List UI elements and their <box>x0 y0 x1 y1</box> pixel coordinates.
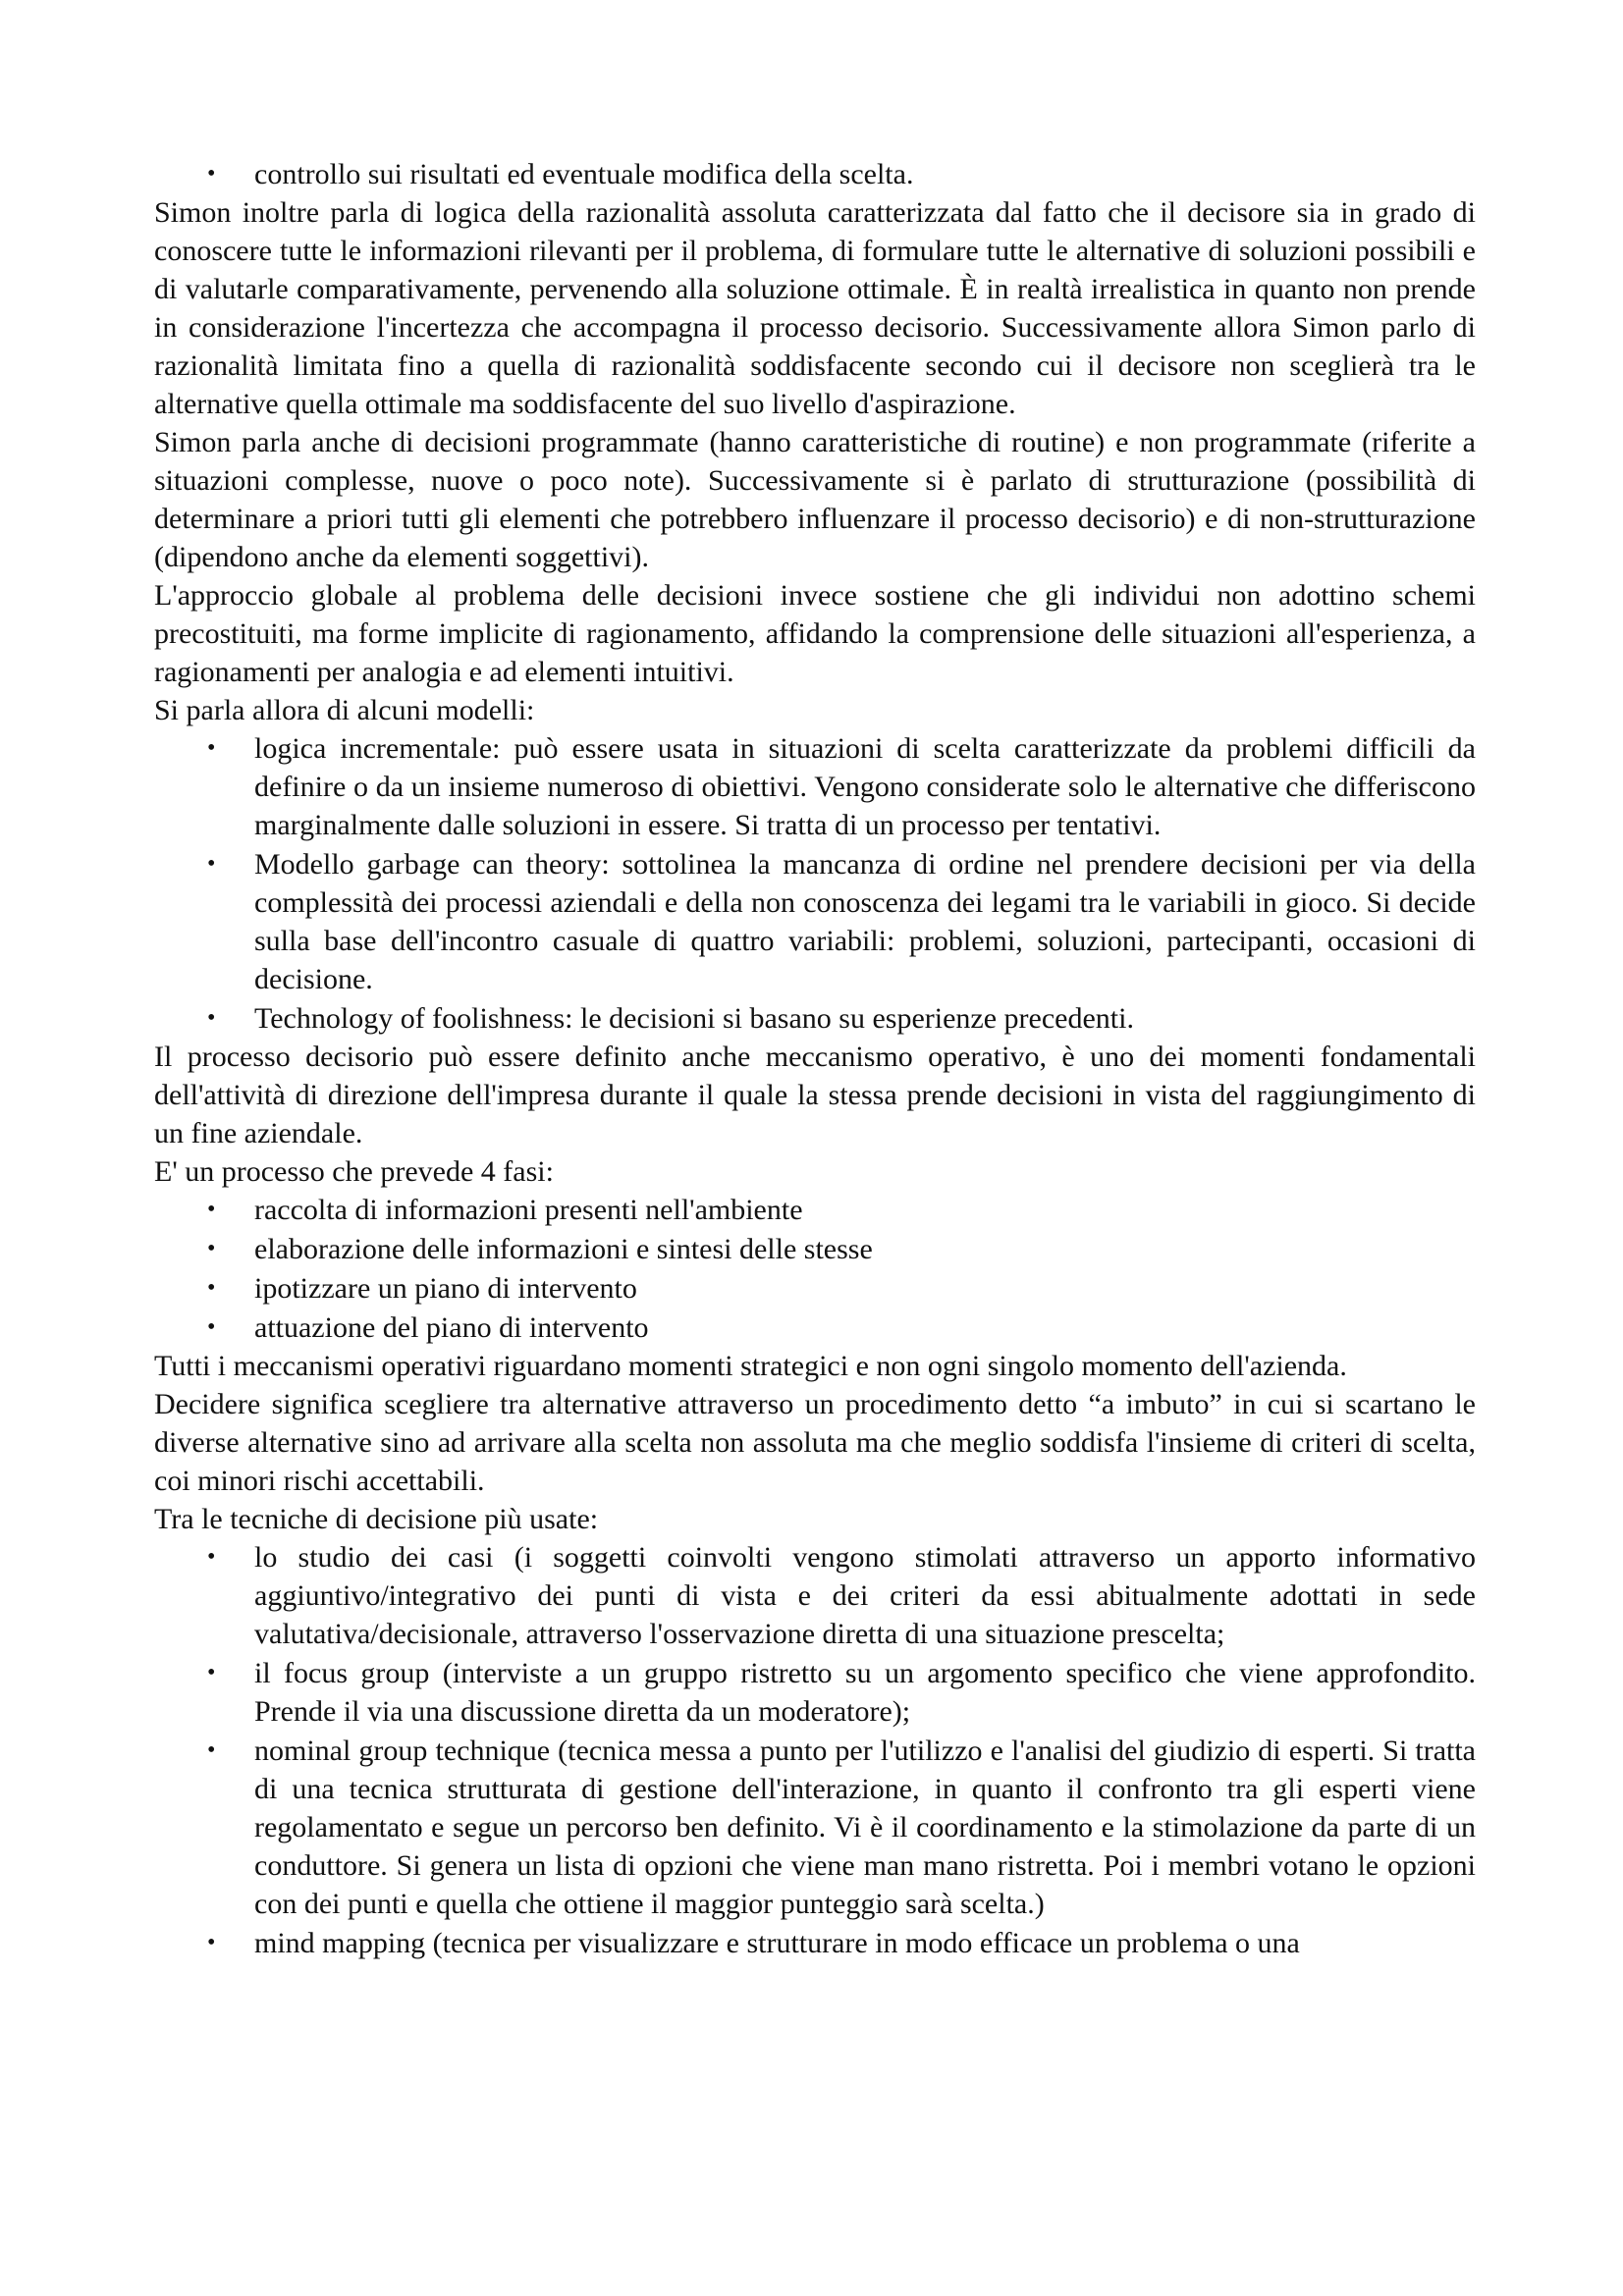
list-item: • ipotizzare un piano di intervento <box>254 1269 1476 1308</box>
bullet-list-1 <box>154 155 1476 193</box>
paragraph-approccio-globale: L'approccio globale al problema delle decisioni invece sostiene che gli individui non adottino schemi precostituiti, ma forme implicite di ragionamento, affidando la comprensione delle situazioni all'esperienza, a ragionamenti per analogia e ad elementi intuitivi. <box>154 579 1476 688</box>
paragraph-razionalita-assoluta: Simon inoltre parla di logica della razionalità assoluta caratterizzata dal fatto che il decisore sia in grado di conoscere tutte le informazioni rilevanti per il problema, di formulare tutte le alternative di soluzioni possibili e di valutarle comparativamente, pervenendo alla soluzione ottimale. È in realtà irrealistica in quanto non prende in considerazione l'incertezza che accompagna il processo decisorio. Successivamente allora Simon parlo di razionalità limitata fino a quella di razionalità soddisfacente secondo cui il decisore non sceglierà tra le alternative quella ottimale ma soddisfacente del suo livello d'aspirazione. <box>154 196 1476 420</box>
bullet-icon: • <box>207 851 216 877</box>
bullet-icon: • <box>207 1005 216 1031</box>
bullet-icon: • <box>207 1197 216 1222</box>
bullet-icon: • <box>207 1660 216 1685</box>
list-item: • logica incrementale: può essere usata in situazioni di scelta caratterizzate da problemi difficili da definire o da un insieme numeroso di obiettivi. Vengono considerate solo le alternative che differiscono marginalmente dalle soluzioni in essere. Si tratta di un processo per tentativi. <box>254 729 1476 844</box>
paragraph-processo-decisorio: Il processo decisorio può essere definito anche meccanismo operativo, è uno dei momenti fondamentali dell'attività di direzione dell'impresa durante il quale la stessa prende decisioni in vista del raggiungimento di un fine aziendale. <box>154 1041 1476 1149</box>
list-item: • elaborazione delle informazioni e sintesi delle stesse <box>254 1230 1476 1268</box>
bullet-icon: • <box>207 1275 216 1301</box>
list-item: • raccolta di informazioni presenti nell'ambiente <box>254 1191 1476 1229</box>
paragraph-tecniche-intro: Tra le tecniche di decisione più usate: <box>154 1503 599 1535</box>
list-item: • Technology of foolishness: le decisioni si basano su esperienze precedenti. <box>254 999 1476 1038</box>
list-item: • mind mapping (tecnica per visualizzare e strutturare in modo efficace un problema o una <box>254 1924 1476 1962</box>
list-item: • lo studio dei casi (i soggetti coinvolti vengono stimolati attraverso un apporto informativo aggiuntivo/integrativo dei punti di vista e dei criteri da essi abitualmente adottati in sede valutativa/decisionale, attraverso l'osservazione diretta di una situazione prescelta; <box>254 1538 1476 1653</box>
paragraph-decisioni-programmate: Simon parla anche di decisioni programmate (hanno caratteristiche di routine) e non programmate (riferite a situazioni complesse, nuove o poco note). Successivamente si è parlato di strutturazione (possibilità di determinare a priori tutti gli elementi che potrebbero influenzare il processo decisorio) e di non-strutturazione (dipendono anche da elementi soggettivi). <box>154 426 1476 573</box>
bullet-list-fasi <box>154 1191 1476 1347</box>
bullet-list-tecniche <box>154 1538 1476 1962</box>
list-item: • il focus group (interviste a un gruppo ristretto su un argomento specifico che viene approfondito. Prende il via una discussione diretta da un moderatore); <box>254 1654 1476 1731</box>
bullet-icon: • <box>207 1737 216 1763</box>
bullet-icon: • <box>207 1544 216 1570</box>
paragraph-decidere: Decidere significa scegliere tra alternative attraverso un procedimento detto “a imbuto” in cui si scartano le diverse alternative sino ad arrivare alla scelta non assoluta ma che meglio soddisfa l'insieme di criteri di scelta, coi minori rischi accettabili. <box>154 1388 1476 1497</box>
paragraph-fasi-intro: E' un processo che prevede 4 fasi: <box>154 1155 554 1188</box>
paragraph-modelli-intro: Si parla allora di alcuni modelli: <box>154 694 535 726</box>
list-item: • controllo sui risultati ed eventuale modifica della scelta. <box>254 155 1476 193</box>
paragraph-meccanismi-operativi: Tutti i meccanismi operativi riguardano momenti strategici e non ogni singolo momento dell'azienda. <box>154 1350 1347 1382</box>
list-item: • Modello garbage can theory: sottolinea la mancanza di ordine nel prendere decisioni per via della complessità dei processi aziendali e della non conoscenza dei legami tra le variabili in gioco. Si decide sulla base dell'incontro casuale di quattro variabili: problemi, soluzioni, partecipanti, occasioni di decisione. <box>254 845 1476 998</box>
list-item: • attuazione del piano di intervento <box>254 1308 1476 1347</box>
bullet-icon: • <box>207 1314 216 1340</box>
bullet-icon: • <box>207 1236 216 1261</box>
bullet-list-modelli <box>154 729 1476 1038</box>
bullet-icon: • <box>207 1930 216 1955</box>
bullet-icon: • <box>207 161 216 187</box>
list-item: • nominal group technique (tecnica messa a punto per l'utilizzo e l'analisi del giudizio di esperti. Si tratta di una tecnica strutturata di gestione dell'interazione, in quanto il confronto tra gli esperti viene regolamentato e segue un percorso ben definito. Vi è il coordinamento e la stimolazione da parte di un conduttore. Si genera un lista di opzioni che viene man mano ristretta. Poi i membri votano le opzioni con dei punti e quella che ottiene il maggior punteggio sarà scelta.) <box>254 1732 1476 1923</box>
bullet-icon: • <box>207 735 216 761</box>
